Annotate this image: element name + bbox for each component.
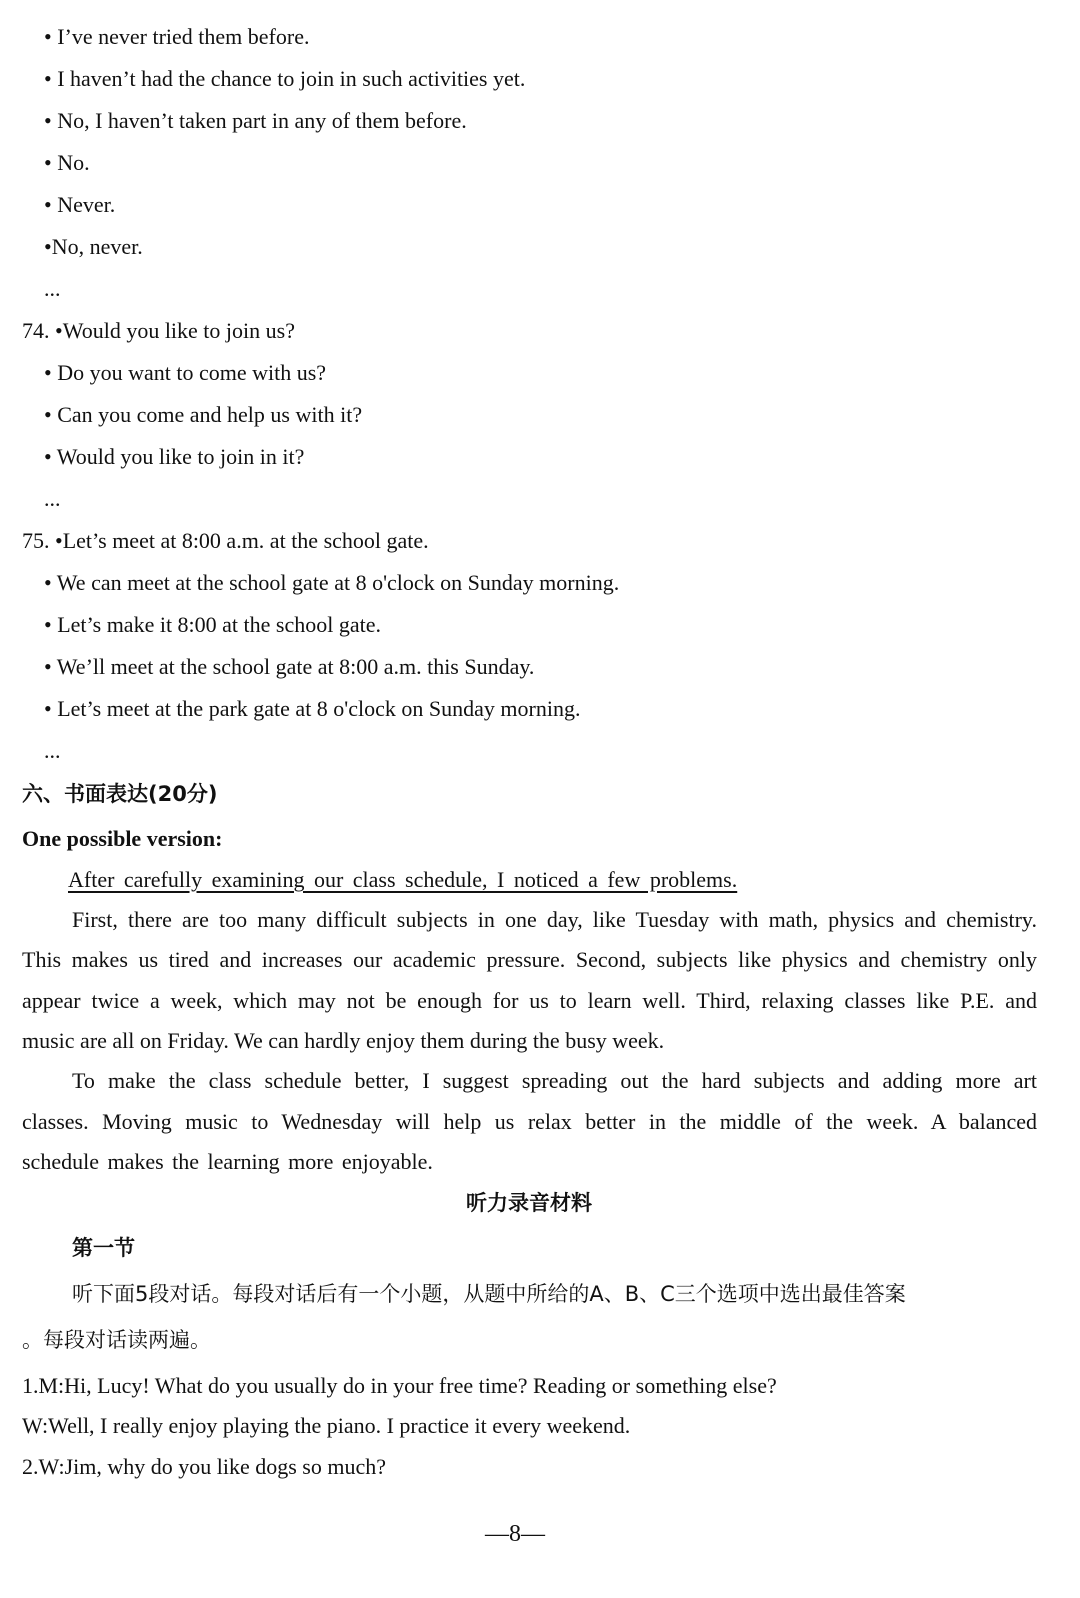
q75-ellipsis: ... <box>44 738 61 763</box>
dialogue-line: 2.W:Jim, why do you like dogs so much? <box>22 1454 386 1479</box>
essay-p2-line-3: schedule makes the learning more enjoyable. <box>22 1149 433 1174</box>
essay-p2-line-1: To make the class schedule better, I suggest spreading out the hard subjects and adding more art <box>72 1068 1037 1093</box>
q73-answer-2: • I haven’t had the chance to join in such activities yet. <box>44 66 526 91</box>
listening-instruction-line-1: 听下面5段对话。每段对话后有一个小题，从题中所给的A、B、C三个选项中选出最佳答案 <box>72 1282 906 1306</box>
essay-p1-line-1: First, there are too many difficult subjects in one day, like Tuesday with math, physics and chemistry. <box>72 907 1037 932</box>
essay-p1-line-3: appear twice a week, which may not be enough for us to learn well. Third, relaxing classes like P.E. and <box>22 988 1037 1013</box>
q73-answer-1: • I’ve never tried them before. <box>44 24 310 49</box>
q73-answer-5: • Never. <box>44 192 116 217</box>
q75-answer-3: • Let’s make it 8:00 at the school gate. <box>44 612 382 637</box>
q73-answer-6: •No, never. <box>44 234 143 259</box>
listening-section-label: 第一节 <box>72 1236 135 1260</box>
q75-answer-5: • Let’s meet at the park gate at 8 o'clock on Sunday morning. <box>44 696 581 721</box>
q74-answer-3: • Can you come and help us with it? <box>44 402 363 427</box>
q74-answer-2: • Do you want to come with us? <box>44 360 327 385</box>
dialogue-line: W:Well, I really enjoy playing the piano. I practice it every weekend. <box>22 1413 631 1438</box>
q73-ellipsis: ... <box>44 276 61 301</box>
section6-heading: 六、书面表达(20分) <box>22 782 218 806</box>
listening-instruction-line-2: 。每段对话读两遍。 <box>22 1328 211 1352</box>
dialogue-line: 1.M:Hi, Lucy! What do you usually do in your free time? Reading or something else? <box>22 1373 777 1398</box>
q74-answer-4: • Would you like to join in it? <box>44 444 305 469</box>
version-label: One possible version: <box>22 826 223 851</box>
q75-first-answer: 75. •Let’s meet at 8:00 a.m. at the school gate. <box>22 528 429 553</box>
q74-ellipsis: ... <box>44 486 61 511</box>
q75-answer-4: • We’ll meet at the school gate at 8:00 a.m. this Sunday. <box>44 654 535 679</box>
q73-answer-4: • No. <box>44 150 90 175</box>
essay-opening-sentence: After carefully examining our class schedule, I noticed a few problems. <box>68 867 738 892</box>
q75-answer-2: • We can meet at the school gate at 8 o'clock on Sunday morning. <box>44 570 620 595</box>
page-number: —8— <box>485 1521 545 1547</box>
q73-answer-3: • No, I haven’t taken part in any of them before. <box>44 108 467 133</box>
listening-title: 听力录音材料 <box>466 1191 592 1215</box>
q74-first-answer: 74. •Would you like to join us? <box>22 318 295 343</box>
essay-p1-line-2: This makes us tired and increases our academic pressure. Second, subjects like physics and chemistry only <box>22 947 1037 972</box>
essay-p2-line-2: classes. Moving music to Wednesday will help us relax better in the middle of the week. A balanced <box>22 1109 1037 1134</box>
essay-p1-line-4: music are all on Friday. We can hardly enjoy them during the busy week. <box>22 1028 665 1053</box>
